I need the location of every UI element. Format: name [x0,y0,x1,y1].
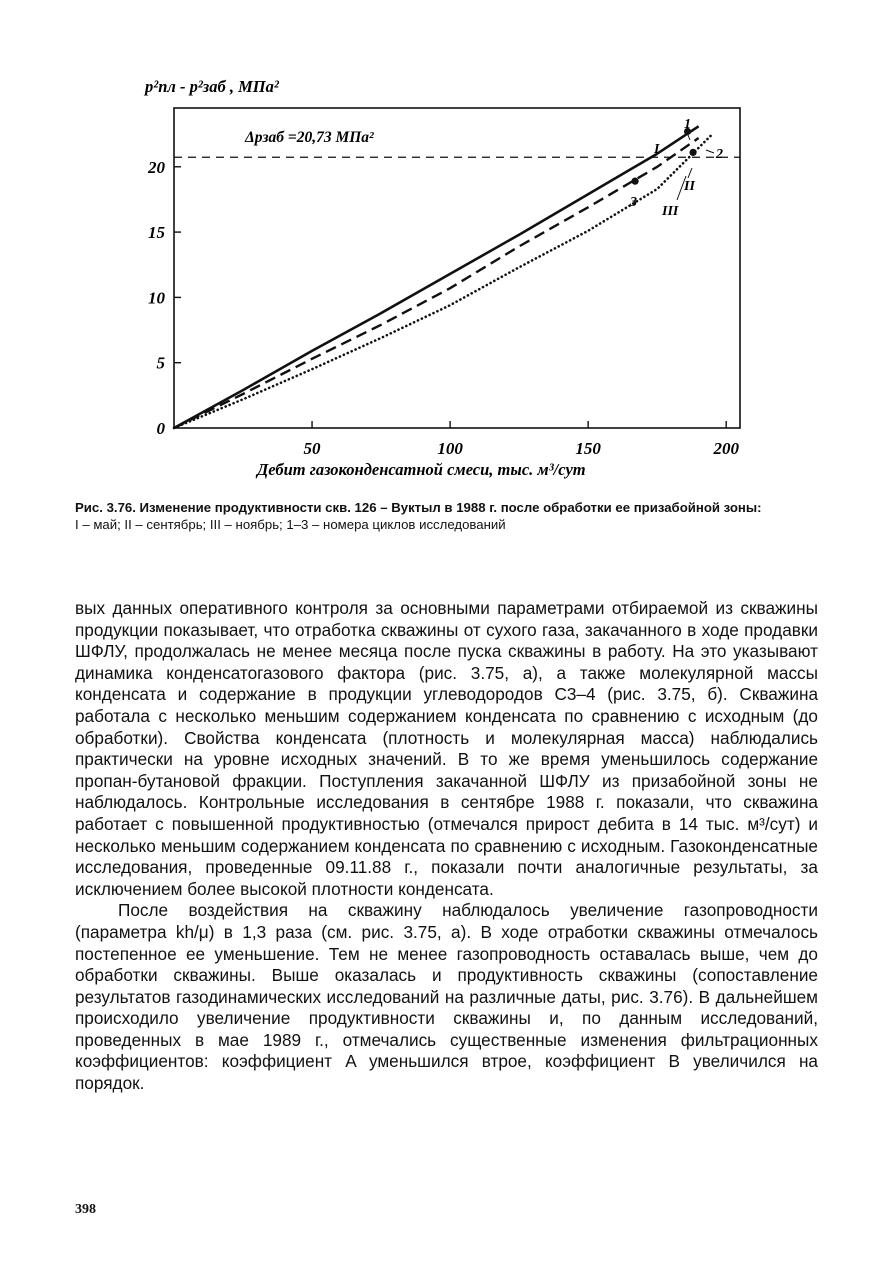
y-tick-label-5: 5 [156,353,165,373]
y-tick-label-20: 20 [148,157,165,177]
data-point-3 [631,178,638,185]
paragraph-2: После воздействия на скважину наблюдалось увеличение газопроводности (параметра kh/μ) в 1,3 раза (см. рис. 3.75, а). В ходе отработки скважины отмечалось постепенное ее уменьшение. Тем не менее газопроводность оставалась выше, чем до обработки скважины. Выше оказалась и продуктивность скважины (сопоставление результатов газодинамических исследований на различные даты, рис. 3.76). В дальнейшем происходило увеличение продуктивности скважины и, по данным исследований, проведенных в мае 1989 г., отмечались существенные изменения фильтрационных коэффициентов: коэффициент A уменьшился втрое, коэффициент B увеличился на порядок. [75,900,818,1094]
caption-legend: I – май; II – сентябрь; III – ноябрь; 1–3 – номера циклов исследований [75,517,506,532]
body-text [75,598,818,1095]
y-tick-label-15: 15 [148,223,165,243]
curve-label-I: I [654,142,660,157]
annotation-delta-p: Δpзаб =20,73 МПа² [245,129,374,146]
x-tick-label-100: 100 [437,439,463,458]
productivity-figure [0,0,894,490]
page-number: 398 [75,1202,96,1217]
leader-line-II [688,168,692,178]
curve-label-2: 2 [716,147,723,162]
leader-line-2 [706,150,714,153]
x-tick-label-150: 150 [575,439,601,458]
caption-title: Рис. 3.76. Изменение продуктивности скв. 126 – Вуктыл в 1988 г. после обработки ее призабойной зоны: [75,500,762,515]
curve-label-1: 1 [684,117,691,132]
series-line-I [174,126,699,428]
x-tick-label-50: 50 [303,439,321,458]
y-axis-title: p²пл - p²заб , МПа² [145,77,279,96]
paragraph-1: вых данных оперативного контроля за основными параметрами отбираемой из скважины продукции показывает, что отработка скважины от сухого газа, закачанного в ходе продавки ШФЛУ, продолжалась не менее месяца после пуска скважины в работу. На это указывают динамика конденсатогазового фактора (рис. 3.75, а), а также молекулярной массы конденсата и содержание в продукции углеводородов С3–4 (рис. 3.75, б). Скважина работала с несколько меньшим содержанием конденсата по сравнению с исходным (до обработки). Свойства конденсата (плотность и молекулярная масса) наблюдались практически на уровне исходных значений. В то же время уменьшилось содержание пропан-бутановой фракции. Поступления закачанной ШФЛУ из призабойной зоны не наблюдалось. Контрольные исследования в сентябре 1988 г. показали, что скважина работает с повышенной продуктивностью (отмечался прирост дебита в 14 тыс. м³/сут) и несколько меньшим содержанием конденсата по сравнению с исходным. Газоконденсатные исследования, проведенные 09.11.88 г., показали почти аналогичные результаты, за исключением более высокой плотности конденсата. [75,598,818,899]
y-tick-label-0: 0 [156,419,165,438]
figure-caption [75,499,820,533]
curve-label-3: 3 [630,195,637,210]
x-axis-title: Дебит газоконденсатной смеси, тыс. м³/сут [257,460,586,479]
curve-label-III: III [662,204,679,219]
y-tick-label-10: 10 [148,288,165,308]
curve-label-II: II [684,179,695,194]
data-point-2 [689,149,696,156]
x-tick-label-200: 200 [713,439,739,458]
